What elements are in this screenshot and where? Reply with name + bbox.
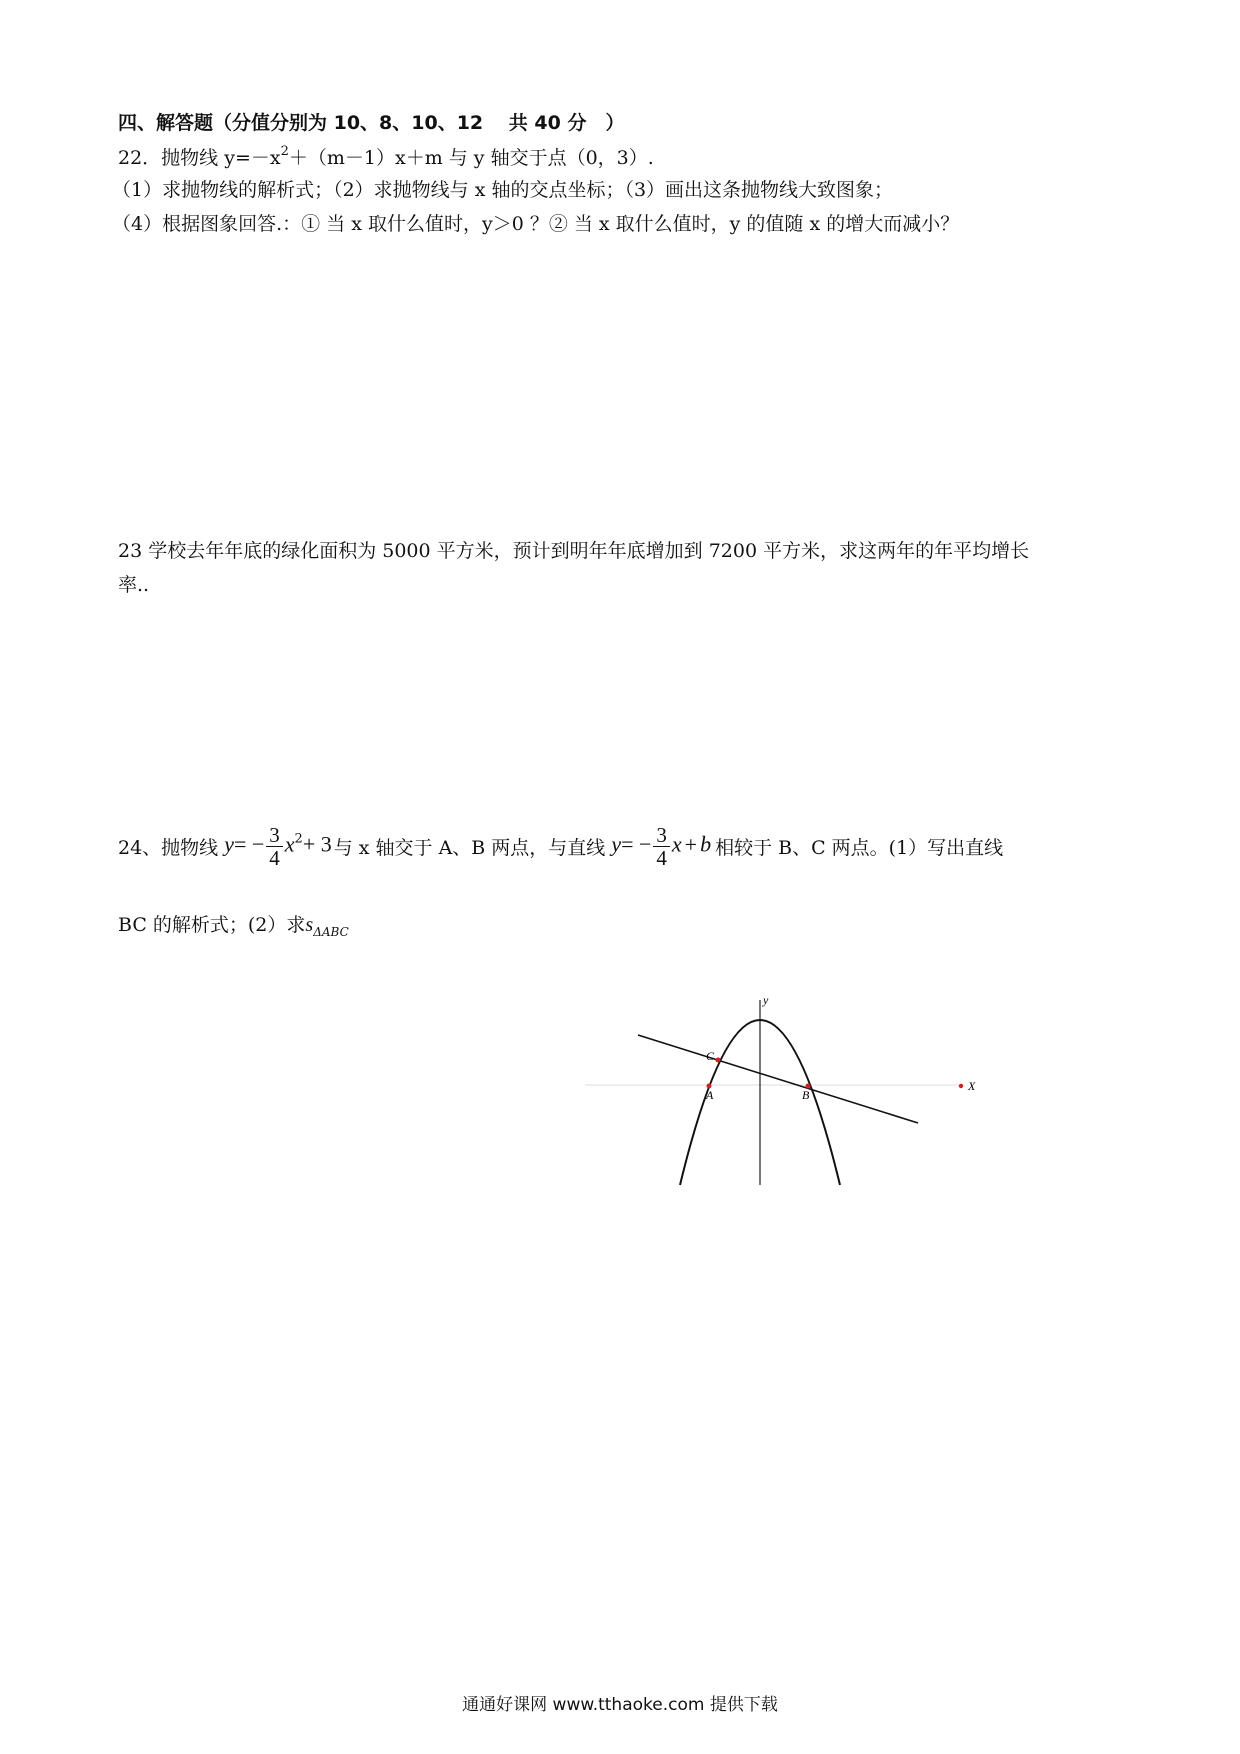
q24-area-subscript: ΔABC [313,925,349,939]
point-a-label: A [706,1088,714,1102]
section-title: 四、解答题（分值分别为 10、8、10、12 共 40 分 ） [118,112,625,134]
question-24-line-2 [118,910,349,939]
page-footer: 通通好课网 www.tthaoke.com 提供下载 [462,1695,778,1715]
point-c-label: C [706,1049,715,1063]
question-23-line-2: 率.. [118,574,150,596]
q24-eq2-equals: = − [621,831,652,857]
question-24-stem [118,824,1003,869]
q24-eq1-lhs: y [224,831,234,857]
q24-eq2-b: b [700,831,712,857]
q24-eq1-var: x [284,831,295,857]
q24-eq1-denominator: 4 [269,846,280,871]
q24-mid-text: 与 x 轴交于 A、B 两点，与直线 [333,837,606,860]
q24-equation-parabola [224,824,332,869]
point-b-label: B [802,1088,810,1102]
point-c-dot [716,1058,721,1063]
question-23-line-1: 23 学校去年年底的绿化面积为 5000 平方米，预计到明年年底增加到 7200 平方米，求这两年的年平均增长 [118,540,1030,562]
q24-eq1-equals: = − [233,831,265,857]
q24-eq2-plus: + [684,831,698,857]
q24-equation-line [611,824,711,869]
x-axis-label: X [968,1079,976,1093]
q24-line2-text: BC 的解析式；(2）求 [118,914,306,936]
q24-eq2-fraction [653,824,670,869]
q24-eq2-lhs: y [611,831,622,857]
q24-eq2-denominator: 4 [656,846,667,871]
q24-eq1-fraction [266,824,283,869]
x-axis-end-dot [959,1084,963,1088]
q22-exponent: 2 [280,144,289,159]
question-22-parts-1-3: （1）求抛物线的解析式；（2）求抛物线与 x 轴的交点坐标；（3）画出这条抛物线大致图象； [112,179,894,201]
q22-text-pre: 22．抛物线 y=－x [118,147,281,169]
parabola-line-figure [570,990,990,1190]
question-22-part-4: （4）根据图象回答.：① 当 x 取什么值时，y＞0 ？② 当 x 取什么值时，y 的值随 x 的增大而减小？ [112,213,960,235]
y-axis-label: y [763,993,769,1007]
q22-text-post: ＋（m－1）x＋m 与 y 轴交于点（0，3）. [288,147,654,169]
q24-eq1-numerator: 3 [266,824,283,847]
q24-eq1-tail: + 3 [302,831,332,857]
q24-area-symbol: s [305,914,314,936]
q24-prefix: 24、抛物线 [118,837,219,860]
question-22-stem [118,143,654,170]
line-bc [638,1035,918,1123]
q24-eq1-exponent: 2 [294,831,303,847]
q24-eq2-numerator: 3 [653,824,670,847]
q24-eq2-var: x [671,831,682,857]
q24-suffix: 相较于 B、C 两点。(1）写出直线 [715,837,1004,860]
